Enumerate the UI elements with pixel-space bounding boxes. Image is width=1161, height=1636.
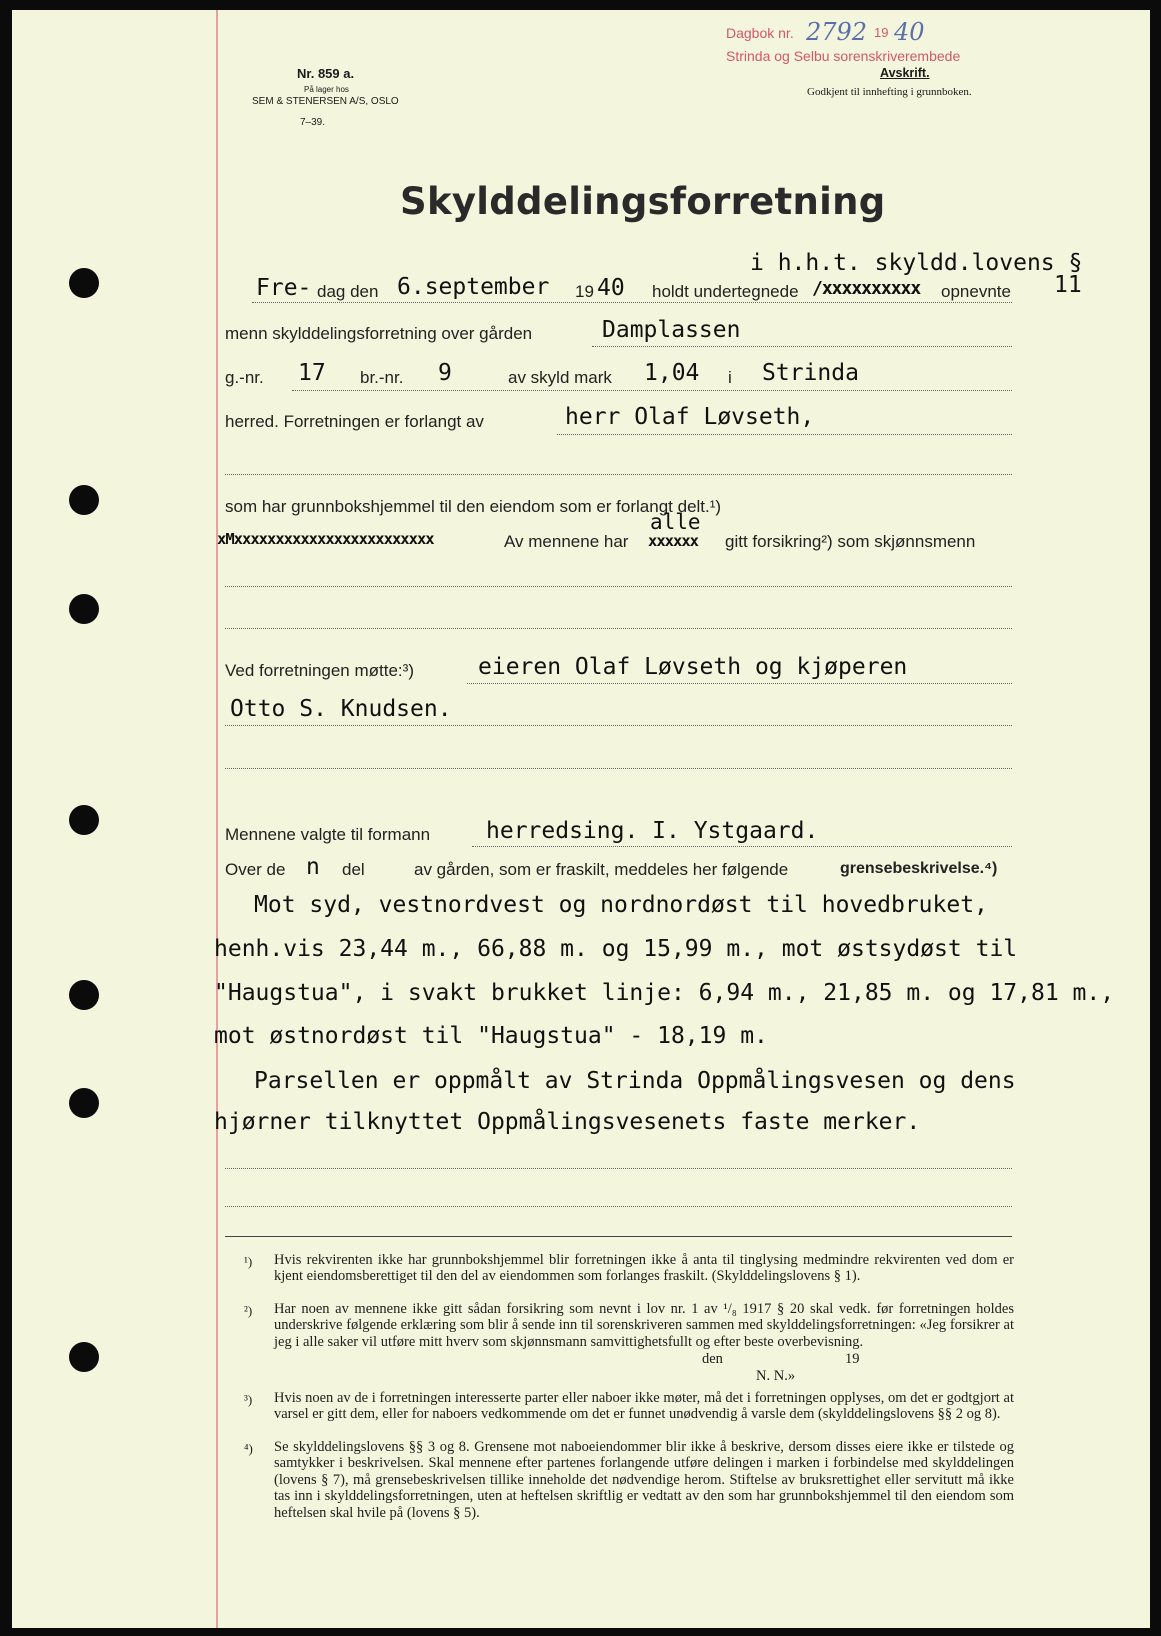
form-line: [557, 434, 1012, 435]
footnote-2-year: 19: [845, 1351, 860, 1367]
form-line: [225, 628, 1012, 629]
form-line: [292, 390, 1012, 391]
punch-hole: [69, 1088, 99, 1118]
attended-line2: Otto S. Knudsen.: [230, 696, 452, 722]
punch-hole: [69, 594, 99, 624]
bnr-label: br.-nr.: [360, 368, 404, 387]
stamp-office: Strinda og Selbu sorenskriverembede: [726, 48, 961, 64]
alle-value: alle: [650, 510, 701, 534]
del-label: del: [342, 860, 365, 879]
date-value: 6.september: [397, 274, 550, 300]
stamp-dagbok-number: 2792: [806, 18, 868, 46]
punch-hole: [69, 1342, 99, 1372]
footnote-number: ¹): [244, 1254, 253, 1269]
av-garden-label: av gården, som er fraskilt, meddeles her følgende: [414, 860, 789, 879]
print-date: 7–39.: [300, 117, 326, 128]
hjemmel-text: som har grunnbokshjemmel til den eiendom som er forlangt delt.¹): [225, 497, 722, 516]
herred-name-value: Strinda: [762, 360, 859, 386]
description-line: hjørner tilknyttet Oppmålingsvesenets faste merker.: [214, 1109, 921, 1135]
footnote-3: Hvis noen av de i forretningen interesserte parter eller naboer ikke møter, må det i forretningen opplyses, om det er godtgjort at varsel er gitt dem, eller for naboers vedkommende om det er funnet unødvendig å varsle dem (skylddelingslovens §§ 2 og 8).: [274, 1390, 1014, 1423]
godkjent-label: Godkjent til innhefting i grunnboken.: [807, 86, 972, 98]
dag-den-label: dag den: [317, 282, 379, 301]
footnote-1: Hvis rekvirenten ikke har grunnbokshjemmel blir forretningen ikke å anta til tinglysing medmindre rekvirenten ved dom er kjent eiendomsberettiget til den del av eiendommen som forlanges fraskilt. (Skylddelingslovens § 1).: [274, 1252, 1014, 1285]
gnr-value: 17: [298, 360, 326, 386]
avskrift-label: Avskrift.: [880, 66, 930, 80]
holdt-label: holdt undertegnede: [652, 282, 799, 301]
footnote-2: Har noen av mennene ikke gitt sådan forsikring som nevnt i lov nr. 1 av ¹/₈ 1917 § 20 skal vedk. før forretningen holdes underskrive følgende erklæring som blir å sende inn til sorenskriveren sammen med skylddelingsforretningen: «Jeg forsikrer at jeg i alle saker vil utføre mitt hverv som skjønnsmann samvittighetsfullt og efter beste overbevisning.: [274, 1301, 1014, 1350]
chairman-label: Mennene valgte til formann: [225, 825, 431, 844]
skyld-value: 1,04: [644, 360, 700, 386]
struck-out-text: /xxxxxxxxxx: [812, 278, 921, 299]
form-number: Nr. 859 a.: [297, 66, 355, 81]
description-line: Parsellen er oppmålt av Strinda Oppmålingsvesen og dens: [254, 1068, 1016, 1094]
year-value: 40: [597, 275, 625, 301]
punch-hole: [69, 980, 99, 1010]
requester-value: herr Olaf Løvseth,: [565, 404, 815, 430]
year-prefix: 19: [575, 282, 594, 301]
description-line: mot østnordøst til "Haugstua" - 18,19 m.: [214, 1023, 768, 1049]
del-letter-value: n: [306, 854, 320, 880]
requested-by-label: herred. Forretningen er forlangt av: [225, 412, 484, 431]
grense-label: grensebeskrivelse.⁴): [840, 860, 998, 877]
attended-line1: eieren Olaf Løvseth og kjøperen: [478, 654, 908, 680]
over-de-label: Over de: [225, 860, 286, 879]
form-line: [225, 1168, 1012, 1169]
opnevnte-label: opnevnte: [941, 282, 1011, 301]
footnote-number: ⁴): [244, 1441, 253, 1456]
form-line: [592, 346, 1012, 347]
chairman-value: herredsing. I. Ystgaard.: [486, 818, 819, 844]
form-line: [252, 302, 1012, 303]
av-mennene-label: Av mennene har: [504, 532, 629, 551]
stamp-year-suffix: 40: [894, 18, 925, 46]
farm-label: menn skylddelingsforretning over gården: [225, 324, 533, 343]
farm-name-value: Damplassen: [602, 317, 741, 343]
description-line: "Haugstua", i svakt brukket linje: 6,94 m., 21,85 m. og 17,81 m.,: [214, 980, 1115, 1006]
description-line: Mot syd, vestnordvest og nordnordøst til hovedbruket,: [254, 892, 988, 918]
footnote-2-signature: N. N.»: [756, 1368, 796, 1384]
form-line: [225, 1206, 1012, 1207]
stamp-year-prefix: 19: [874, 25, 889, 40]
footnote-number: ²): [244, 1303, 253, 1318]
legal-basis-text: i h.h.t. skyldd.lovens §: [750, 250, 1083, 276]
margin-rule: [216, 10, 218, 1628]
form-line: [225, 474, 1012, 475]
publisher-line1: På lager hos: [304, 85, 349, 94]
stamp-dagbok-label: Dagbok nr.: [726, 25, 794, 41]
page-title: Skylddelingsforretning: [400, 180, 886, 223]
description-line: henh.vis 23,44 m., 66,88 m. og 15,99 m., mot østsydøst til: [214, 936, 1018, 962]
section-number: 11: [1054, 272, 1082, 298]
form-line: [225, 586, 1012, 587]
form-line: [467, 683, 1012, 684]
publisher-line2: SEM & STENERSEN A/S, OSLO: [252, 96, 399, 107]
skyld-label: av skyld mark: [508, 368, 612, 387]
footnote-number: ³): [244, 1392, 253, 1407]
footnote-4: Se skylddelingslovens §§ 3 og 8. Grensene mot naboeiendommer blir ikke å beskrive, dersom disses eiere ikke er tilstede og samtykker i beskrivelsen. Skal mennene efter partenes forlangende utføre delingen i marken i forbindelse med skylddelingen (lovens § 7), må grensebeskrivelsen tillike inneholde det nødvendige herom. Stiftelse av bruksrettighet eller servitutt må ikke tas inn i skylddelingsforretningen, uten at heftelsen skriftlig er vedtatt av den som har grunnbokshjemmel til den eiendom som heftelsen skal hvile på (lovens § 5).: [274, 1439, 1014, 1521]
forsikring-label: gitt forsikring²) som skjønnsmenn: [725, 532, 976, 551]
punch-hole: [69, 805, 99, 835]
struck-out-small: xxxxxx: [648, 532, 698, 550]
document-page: [12, 10, 1150, 1628]
punch-hole: [69, 485, 99, 515]
form-line: [472, 846, 1012, 847]
gnr-label: g.-nr.: [225, 368, 264, 387]
attended-label: Ved forretningen møtte:³): [225, 661, 414, 680]
footnote-2-den: den: [702, 1351, 723, 1367]
form-line: [225, 725, 1012, 726]
bnr-value: 9: [438, 360, 452, 386]
i-label: i: [728, 368, 732, 387]
form-line: [225, 768, 1012, 769]
struck-out-line: xMxxxxxxxxxxxxxxxxxxxxxxxx: [217, 530, 434, 548]
punch-hole: [69, 268, 99, 298]
weekday-value: Fre-: [256, 275, 312, 301]
footnote-separator: [225, 1236, 1012, 1237]
